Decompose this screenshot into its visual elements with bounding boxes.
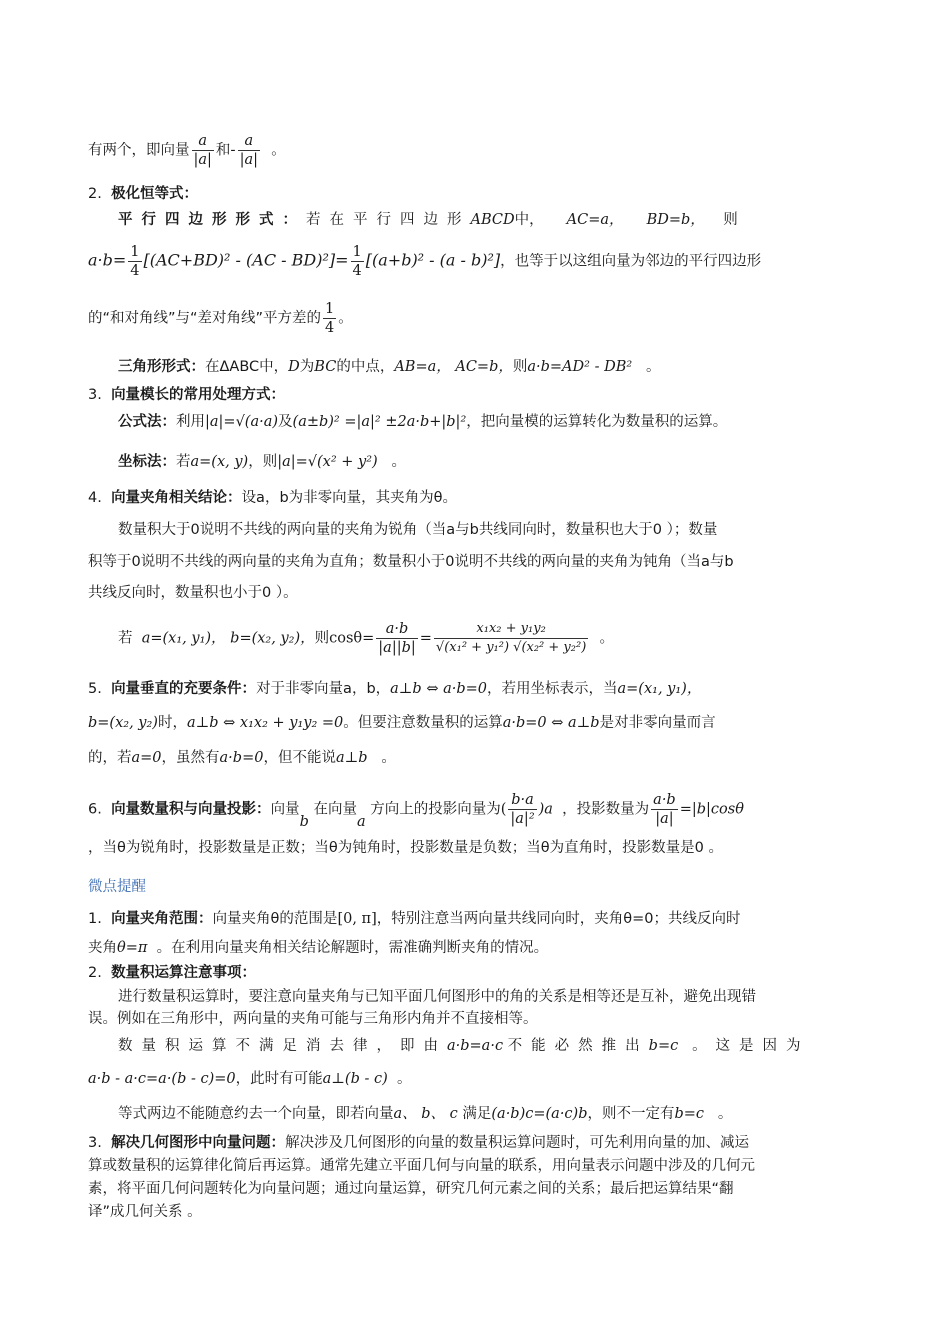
math: )a <box>538 801 553 818</box>
math: |a|=√(x² + y²) <box>277 454 378 470</box>
text: 。 <box>717 1106 733 1122</box>
item-title: 向量模长的常用处理方式： <box>111 387 286 403</box>
angle-paragraph-line-2 <box>88 551 864 573</box>
math: [(a+b)² - (a - b)²] <box>365 250 501 270</box>
tip-3-line-2 <box>88 1155 864 1177</box>
math: a=(x₁, y₁)， <box>141 630 226 647</box>
text: 误。例如在三角形中，两向量的夹角可能与三角形内角并不直接相等。 <box>88 1011 538 1027</box>
tip-2-line-1 <box>118 986 864 1008</box>
fraction <box>192 132 214 169</box>
math: D <box>288 359 300 375</box>
item-title: 向量垂直的充要条件： <box>111 681 257 697</box>
item-number: 4. <box>88 490 102 506</box>
math: a·b=0 <box>219 750 264 766</box>
text: 数量积大于0说明不共线的两向量的夹角为锐角（当a与b共线同向时，数量积也大于0 ）；数量 <box>118 522 718 538</box>
item-title: 数量积运算注意事项： <box>111 965 257 981</box>
fraction <box>434 620 588 657</box>
numerator: a <box>238 132 260 151</box>
math: a·b=0 ⇔ a⊥b <box>502 715 600 731</box>
math: |a|=√(a·a) <box>205 414 279 430</box>
text: 的中点， <box>336 359 395 375</box>
item-title: 极化恒等式： <box>111 186 199 202</box>
text: ，特别注意当两向量共线同向时，夹角θ=0；共线反向时 <box>376 911 741 927</box>
text: ，但不能说 <box>263 750 336 766</box>
math: b=(x₂, y₂)， <box>230 630 315 647</box>
text: 算或数量积的运算律化简后再运算。通常先建立平面几何与向量的联系，用向量表示问题中涉及的几何元 <box>88 1158 755 1174</box>
cancellation-reason-line <box>88 1068 864 1090</box>
text: 的“和对角线”与“差对角线”平方差的 <box>88 310 322 327</box>
text: 。 <box>599 630 614 647</box>
tip-1-line-2 <box>88 937 864 959</box>
denominator: |a| <box>239 152 259 168</box>
math: a⊥(b - c) <box>322 1071 388 1087</box>
item-number: 5. <box>88 681 102 697</box>
tip-2-line-2 <box>88 1008 864 1030</box>
subtitle: 平行四边形形式： <box>118 212 306 228</box>
math: BD=b， <box>646 212 705 228</box>
tip-3-line-4 <box>88 1201 864 1223</box>
text: 素，将平面几何问题转化为向量问题；通过向量运算，研究几何元素之间的关系；最后把运算结果“翻 <box>88 1181 734 1197</box>
text: 方向上的投影向量为 <box>370 801 501 818</box>
diagonal-difference-line <box>88 300 864 337</box>
polarization-identity-line <box>88 243 864 280</box>
numerator: a·b <box>376 620 417 639</box>
denominator: 4 <box>352 263 362 279</box>
angle-paragraph-line-1 <box>118 519 864 541</box>
text: 中， <box>514 212 544 228</box>
text: ，把向量模的运算转化为数量积的运算。 <box>466 414 728 430</box>
fraction <box>238 132 260 169</box>
denominator: |a| <box>655 811 674 827</box>
math: =|b|cosθ <box>679 801 744 818</box>
item-number: 3. <box>88 387 102 403</box>
text: 向量 <box>270 801 300 818</box>
text: 在ΔABC中， <box>205 359 289 375</box>
item-number: 2. <box>88 186 102 202</box>
item-title: 向量数量积与向量投影： <box>111 801 271 818</box>
math: a、 b、 c <box>393 1106 458 1122</box>
math: [0, π] <box>337 911 377 927</box>
cosine-formula-line: 若 a=(x₁, y₁)， b=(x₂, y₂)，则cosθ= $\frac{a\cdot b}{|a||b|}$ = $\frac{\text{x₁x₂ + y₁y₂}}{\text{√(x₁² + y₁²) √(x₂² + y₂²)}}$ 。 <box>118 621 614 656</box>
text: 满足 <box>462 1106 492 1122</box>
text: 时， <box>157 715 187 731</box>
math: a·b= <box>88 250 127 270</box>
text: 若在平行四边形 <box>306 212 471 228</box>
fraction <box>128 243 141 280</box>
text: 等式两边不能随意约去一个向量，即若向量 <box>118 1106 394 1122</box>
associativity-line <box>118 1103 864 1125</box>
numerator: 1 <box>352 244 362 260</box>
fraction <box>351 243 364 280</box>
math: a·b - a·c=a·(b - c)=0 <box>88 1071 236 1087</box>
item-title: 向量夹角范围： <box>111 911 213 927</box>
text: 。在利用向量夹角相关结论解题时，需准确判断夹角的情况。 <box>156 940 549 956</box>
tip-2-heading <box>88 962 864 984</box>
text: 利用 <box>176 414 205 430</box>
unit-vector-line <box>88 132 864 169</box>
numerator: x₁x₂ + y₁y₂ <box>434 620 588 639</box>
text: 在向量 <box>313 801 357 818</box>
math: a⊥b ⇔ a·b=0 <box>390 681 487 697</box>
text: 数量积运算不满足消去律，即由 <box>118 1038 447 1054</box>
text: 和- <box>215 142 236 159</box>
text: ，若用坐标表示，当 <box>487 681 618 697</box>
denominator: 4 <box>325 320 335 336</box>
text: 及 <box>278 414 293 430</box>
text: 设a，b为非零向量，其夹角为θ。 <box>241 490 458 506</box>
math: (a±b)² =|a|² ±2a·b+|b|² <box>292 414 467 430</box>
text: 。 <box>646 359 661 375</box>
item-number: 6. <box>88 801 102 818</box>
text: 有两个，即向量 <box>88 142 190 159</box>
text: 不能必然推出 <box>507 1038 649 1054</box>
text: ，则不一定有 <box>587 1106 675 1122</box>
item-3-heading <box>88 384 864 406</box>
text: 积等于0说明不共线的两向量的夹角为直角；数量积小于0说明不共线的两向量的夹角为钝角（当a与b <box>88 554 734 570</box>
fraction <box>651 791 678 828</box>
text: 。这是因为 <box>692 1038 810 1054</box>
text: 则 <box>512 359 528 375</box>
numerator: 1 <box>325 301 335 317</box>
subtitle: 坐标法： <box>118 454 176 470</box>
text: 的，若 <box>88 750 132 766</box>
text: 解决涉及几何图形的向量的数量积运算问题时，可先利用向量的加、减运 <box>285 1135 750 1151</box>
item-6-heading: 6. 向量数量积与向量投影：向量b 在向量a 方向上的投影向量为( $\frac{b\cdot a}{\text{|a|²}}$ )a ，投影数量为 $\frac{a\cdot b}{|a|}$ =|b|cosθ <box>88 792 744 830</box>
math: b=(x₂, y₂) <box>88 715 158 731</box>
tip-1-heading <box>88 908 864 930</box>
math: b=c <box>648 1038 679 1054</box>
text: 。 <box>397 1071 412 1087</box>
math: AC=a， <box>566 212 624 228</box>
math: cosθ= <box>329 630 375 647</box>
subtitle: 三角形形式： <box>118 359 205 375</box>
math: ABCD <box>470 212 515 228</box>
math: a⊥b <box>335 750 368 766</box>
math: (a·b)c=(a·c)b <box>491 1106 588 1122</box>
perpendicular-line-3 <box>88 747 864 769</box>
numerator: b·a <box>508 791 536 810</box>
text: 是对非零向量而言 <box>599 715 716 731</box>
math: a·b=AD² - DB² <box>527 359 633 375</box>
subtitle: 公式法： <box>118 414 176 430</box>
math: a⊥b ⇔ x₁x₂ + y₁y₂ =0 <box>186 715 344 731</box>
text: 。 <box>391 454 407 470</box>
math: b <box>299 813 309 830</box>
item-title: 解决几何图形中向量问题： <box>111 1135 286 1151</box>
math: a=0 <box>131 750 162 766</box>
denominator: 4 <box>130 263 140 279</box>
math: a=(x₁, y₁)， <box>617 681 702 697</box>
item-2-heading <box>88 183 864 205</box>
perpendicular-line-2 <box>88 712 864 734</box>
fraction <box>323 300 336 337</box>
item-4-heading <box>88 487 864 509</box>
fraction <box>508 791 536 828</box>
math: a·b=a·c <box>447 1038 504 1054</box>
text: 共线反向时，数量积也小于0 ）。 <box>88 585 298 601</box>
math: a=(x, y) <box>190 454 249 470</box>
formula-method-line <box>118 411 864 433</box>
denominator: |a| <box>193 152 212 168</box>
text: 。 <box>381 750 396 766</box>
text: 译”成几何关系 。 <box>88 1204 202 1220</box>
denominator: √(x₁² + y₁²) √(x₂² + y₂²) <box>435 640 587 655</box>
text: 进行数量积运算时，要注意向量夹角与已知平面几何图形中的角的关系是相等还是互补，避免出现错 <box>118 989 756 1005</box>
denominator: |a|² <box>510 811 535 827</box>
math: BC <box>314 359 337 375</box>
text: 向量夹角θ的范围是 <box>212 911 338 927</box>
tip-3-line-3 <box>88 1178 864 1200</box>
text: 。但要注意数量积的运算 <box>343 715 503 731</box>
coordinate-method-line <box>118 451 864 473</box>
heading-text: 微点提醒 <box>88 879 146 895</box>
text: 若 <box>118 630 133 647</box>
tip-3-heading <box>88 1132 864 1154</box>
numerator: 1 <box>130 244 140 260</box>
text: ，也等于以这组向量为邻边的平行四边形 <box>500 253 762 270</box>
item-title: 向量夹角相关结论： <box>111 490 242 506</box>
math: b=c <box>674 1106 705 1122</box>
triangle-form-line <box>118 356 864 378</box>
math: AB=a， <box>394 359 451 375</box>
text: 则 <box>314 630 330 647</box>
item-5-heading <box>88 678 864 700</box>
angle-paragraph-line-3 <box>88 582 864 604</box>
cancellation-line <box>118 1035 864 1057</box>
math: AC=b， <box>455 359 513 375</box>
text: ，则 <box>248 454 278 470</box>
item-number: 2. <box>88 965 102 981</box>
text: ，投影数量为 <box>562 801 650 818</box>
text: 对于非零向量a，b， <box>256 681 391 697</box>
parallelogram-form-line <box>118 209 864 231</box>
math: a <box>356 813 366 830</box>
math: [(AC+BD)² - (AC - BD)²]= <box>143 250 349 270</box>
projection-sign-line <box>88 837 864 859</box>
item-number: 3. <box>88 1135 102 1151</box>
text: 为 <box>299 359 315 375</box>
text: 夹角 <box>88 940 117 956</box>
numerator: a <box>192 132 214 151</box>
math: θ=π <box>117 940 148 956</box>
text: 若 <box>176 454 191 470</box>
text: 则 <box>723 212 738 228</box>
text: ，虽然有 <box>161 750 220 766</box>
text: 。 <box>271 142 286 159</box>
text: 。 <box>338 310 353 327</box>
text: ，此时有可能 <box>235 1071 323 1087</box>
denominator: |a||b| <box>378 640 416 656</box>
text: ，当θ为锐角时，投影数量是正数；当θ为钝角时，投影数量是负数；当θ为直角时，投影数量是0 。 <box>88 840 723 856</box>
section-heading <box>88 876 864 898</box>
item-number: 1. <box>88 911 102 927</box>
fraction <box>376 620 417 657</box>
numerator: a·b <box>653 792 676 808</box>
